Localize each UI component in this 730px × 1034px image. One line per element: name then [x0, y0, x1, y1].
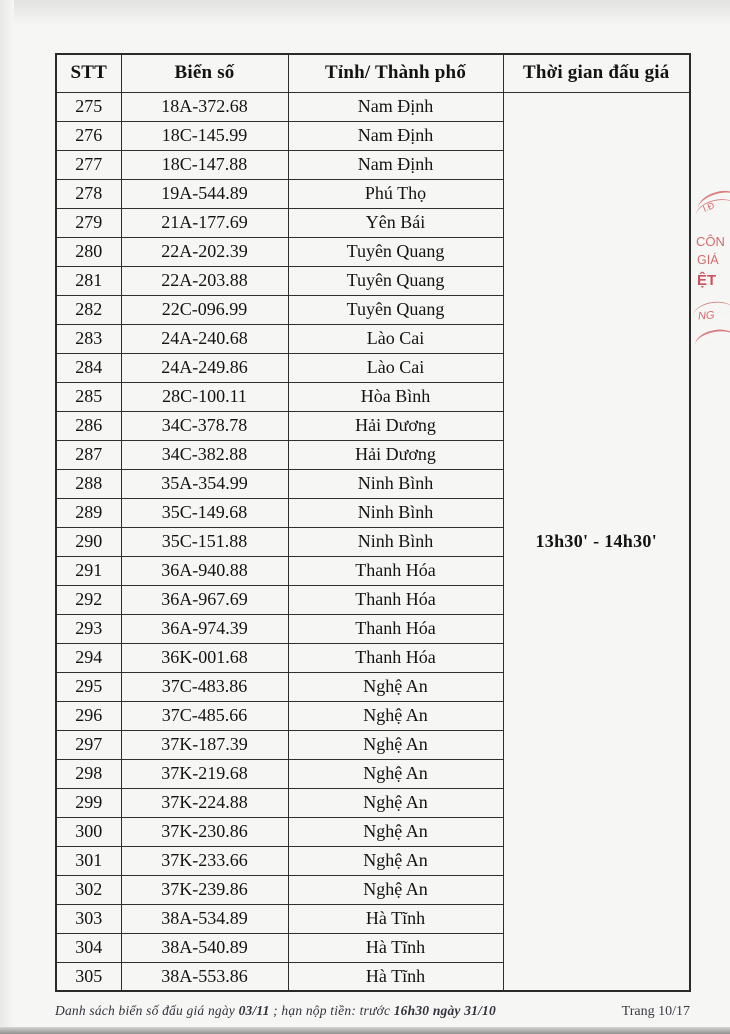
- cell-plate: 37K-219.68: [121, 759, 288, 788]
- cell-plate: 35C-151.88: [121, 527, 288, 556]
- stamp-arc: [691, 299, 730, 317]
- cell-province: Phú Thọ: [288, 179, 503, 208]
- cell-stt: 293: [56, 614, 121, 643]
- stamp-text-fragment: I.Đ: [701, 200, 716, 214]
- cell-province: Tuyên Quang: [288, 295, 503, 324]
- cell-province: Nghệ An: [288, 672, 503, 701]
- cell-plate: 21A-177.69: [121, 208, 288, 237]
- cell-plate: 37K-239.86: [121, 875, 288, 904]
- cell-province: Nghệ An: [288, 875, 503, 904]
- cell-plate: 37C-485.66: [121, 701, 288, 730]
- cell-stt: 285: [56, 382, 121, 411]
- scan-edge-left: [0, 0, 14, 1034]
- cell-province: Lào Cai: [288, 324, 503, 353]
- cell-plate: 37K-187.39: [121, 730, 288, 759]
- cell-plate: 22C-096.99: [121, 295, 288, 324]
- stamp-text-fragment: GIÁ: [697, 253, 719, 267]
- stamp-text-fragment: ỆT: [697, 272, 717, 289]
- header-auction-time: Thời gian đấu giá: [503, 54, 690, 92]
- cell-stt: 282: [56, 295, 121, 324]
- cell-plate: 38A-553.86: [121, 962, 288, 991]
- cell-plate: 22A-202.39: [121, 237, 288, 266]
- cell-stt: 286: [56, 411, 121, 440]
- cell-plate: 36A-940.88: [121, 556, 288, 585]
- cell-plate: 36K-001.68: [121, 643, 288, 672]
- cell-plate: 19A-544.89: [121, 179, 288, 208]
- stamp-arc: [693, 326, 730, 345]
- cell-stt: 305: [56, 962, 121, 991]
- cell-stt: 297: [56, 730, 121, 759]
- cell-province: Nam Định: [288, 150, 503, 179]
- auction-schedule-table: [55, 53, 691, 992]
- scan-edge-top: [0, 0, 730, 26]
- cell-stt: 276: [56, 121, 121, 150]
- cell-stt: 298: [56, 759, 121, 788]
- footer-payment-deadline: 16h30 ngày 31/10: [393, 1003, 496, 1018]
- cell-province: Yên Bái: [288, 208, 503, 237]
- cell-province: Hải Dương: [288, 440, 503, 469]
- cell-stt: 277: [56, 150, 121, 179]
- page-footer: [55, 1003, 690, 1020]
- cell-stt: 302: [56, 875, 121, 904]
- cell-stt: 304: [56, 933, 121, 962]
- cell-province: Nghệ An: [288, 759, 503, 788]
- cell-province: Thanh Hóa: [288, 585, 503, 614]
- cell-stt: 292: [56, 585, 121, 614]
- cell-province: Nghệ An: [288, 817, 503, 846]
- cell-plate: 38A-540.89: [121, 933, 288, 962]
- scan-edge-bottom: [0, 1027, 730, 1034]
- cell-plate: 37K-233.66: [121, 846, 288, 875]
- cell-province: Nam Định: [288, 121, 503, 150]
- cell-plate: 36A-967.69: [121, 585, 288, 614]
- auction-time-cell: 13h30' - 14h30': [503, 92, 690, 991]
- cell-stt: 279: [56, 208, 121, 237]
- cell-stt: 303: [56, 904, 121, 933]
- cell-plate: 37C-483.86: [121, 672, 288, 701]
- cell-stt: 299: [56, 788, 121, 817]
- cell-plate: 18C-145.99: [121, 121, 288, 150]
- cell-province: Tuyên Quang: [288, 237, 503, 266]
- stamp-arc: [693, 195, 730, 217]
- cell-province: Ninh Bình: [288, 498, 503, 527]
- cell-province: Thanh Hóa: [288, 614, 503, 643]
- cell-plate: 35A-354.99: [121, 469, 288, 498]
- cell-stt: 301: [56, 846, 121, 875]
- cell-province: Lào Cai: [288, 353, 503, 382]
- page-number: Trang 10/17: [621, 1004, 690, 1019]
- cell-stt: 275: [56, 92, 121, 121]
- cell-stt: 294: [56, 643, 121, 672]
- cell-plate: 24A-249.86: [121, 353, 288, 382]
- cell-plate: 34C-382.88: [121, 440, 288, 469]
- cell-province: Nghệ An: [288, 730, 503, 759]
- header-stt: STT: [56, 54, 121, 92]
- cell-stt: 296: [56, 701, 121, 730]
- header-province: Tỉnh/ Thành phố: [288, 54, 503, 92]
- footer-note-prefix: Danh sách biển số đấu giá ngày: [55, 1003, 239, 1018]
- footer-auction-date: 03/11: [238, 1003, 270, 1018]
- cell-stt: 291: [56, 556, 121, 585]
- stamp-text-fragment: CÔN: [696, 234, 725, 249]
- cell-stt: 288: [56, 469, 121, 498]
- footer-note: [55, 1003, 496, 1019]
- cell-province: Nghệ An: [288, 701, 503, 730]
- cell-province: Nghệ An: [288, 846, 503, 875]
- cell-stt: 281: [56, 266, 121, 295]
- cell-plate: 38A-534.89: [121, 904, 288, 933]
- cell-stt: 278: [56, 179, 121, 208]
- header-plate: Biển số: [121, 54, 288, 92]
- cell-province: Thanh Hóa: [288, 556, 503, 585]
- cell-stt: 289: [56, 498, 121, 527]
- cell-stt: 280: [56, 237, 121, 266]
- cell-province: Hà Tĩnh: [288, 962, 503, 991]
- cell-province: Nam Định: [288, 92, 503, 121]
- cell-province: Tuyên Quang: [288, 266, 503, 295]
- cell-plate: 37K-224.88: [121, 788, 288, 817]
- table-body: [56, 92, 690, 991]
- cell-plate: 18C-147.88: [121, 150, 288, 179]
- cell-plate: 37K-230.86: [121, 817, 288, 846]
- footer-note-middle: ; hạn nộp tiền: trước: [269, 1003, 394, 1018]
- stamp-text-fragment: NG: [697, 309, 715, 323]
- cell-plate: 35C-149.68: [121, 498, 288, 527]
- red-stamp-partial: [694, 190, 730, 338]
- table-row: [56, 92, 690, 121]
- cell-plate: 24A-240.68: [121, 324, 288, 353]
- cell-province: Thanh Hóa: [288, 643, 503, 672]
- cell-stt: 300: [56, 817, 121, 846]
- cell-plate: 36A-974.39: [121, 614, 288, 643]
- cell-stt: 295: [56, 672, 121, 701]
- cell-province: Nghệ An: [288, 788, 503, 817]
- cell-province: Ninh Bình: [288, 527, 503, 556]
- cell-plate: 34C-378.78: [121, 411, 288, 440]
- cell-province: Hà Tĩnh: [288, 904, 503, 933]
- cell-province: Hải Dương: [288, 411, 503, 440]
- cell-province: Ninh Bình: [288, 469, 503, 498]
- cell-province: Hà Tĩnh: [288, 933, 503, 962]
- cell-plate: 28C-100.11: [121, 382, 288, 411]
- stamp-arc: [695, 186, 730, 209]
- cell-plate: 22A-203.88: [121, 266, 288, 295]
- cell-stt: 283: [56, 324, 121, 353]
- cell-plate: 18A-372.68: [121, 92, 288, 121]
- cell-stt: 290: [56, 527, 121, 556]
- cell-stt: 284: [56, 353, 121, 382]
- cell-province: Hòa Bình: [288, 382, 503, 411]
- cell-stt: 287: [56, 440, 121, 469]
- table-header-row: [56, 54, 690, 92]
